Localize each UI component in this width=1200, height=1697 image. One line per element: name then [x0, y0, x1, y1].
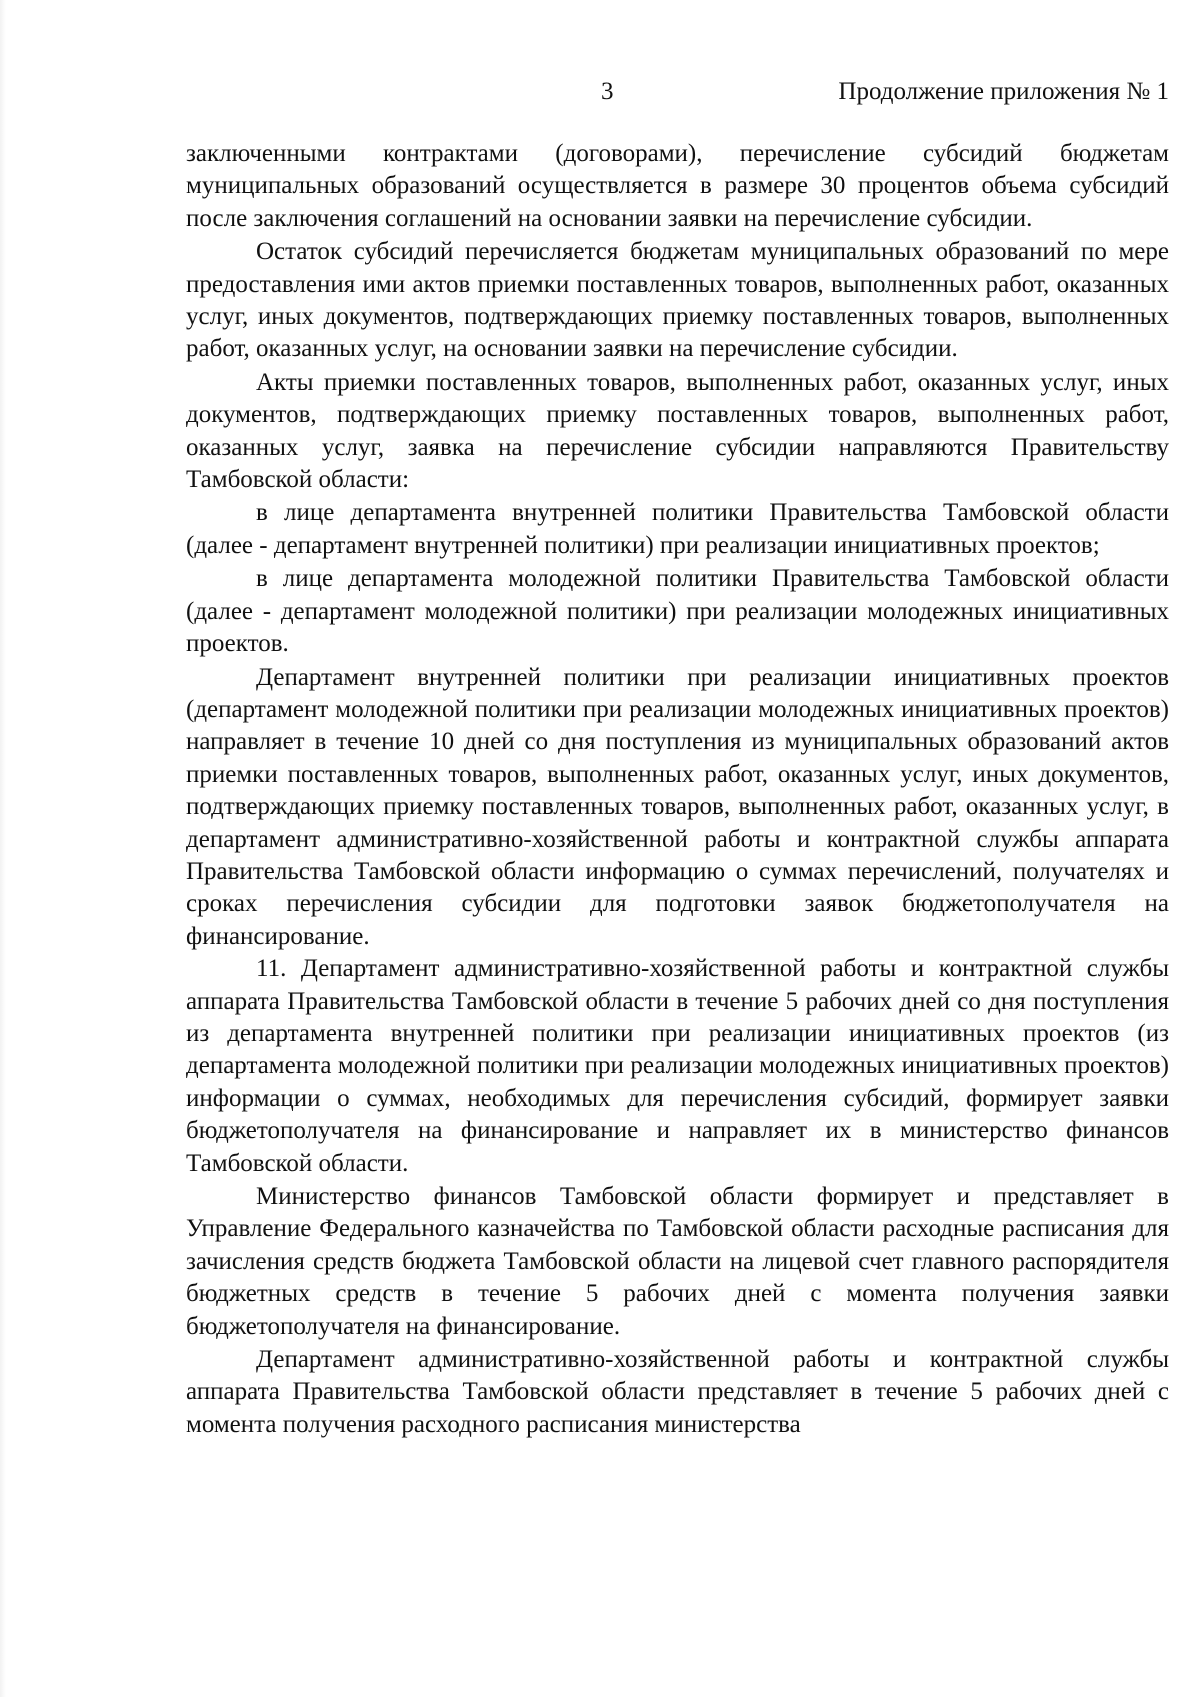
paragraph-contracts-continuation: заключенными контрактами (договорами), перечисление субсидий бюджетам муниципальных образований осуществляется в размере 30 процентов объема субсидий после заключения соглашений на основании заявки на перечисление субсидии. [186, 140, 1169, 232]
scan-edge-shadow [0, 0, 6, 1697]
paragraph-acceptance-acts: Акты приемки поставленных товаров, выполненных работ, оказанных услуг, иных документов, подтверждающих приемку поставленных товаров, выполненных работ, оказанных услуг, заявка на перечисление субсидии направляются Правительству Тамбовской области: [186, 368, 1169, 494]
page-number: 3 [601, 78, 614, 105]
paragraph-subsidy-remainder: Остаток субсидий перечисляется бюджетам муниципальных образований по мере предоставления ими актов приемки поставленных товаров, выполненных работ, оказанных услуг, иных документов, подтверждающих приемку поставленных товаров, выполненных работ, оказанных услуг, на основании заявки на перечисление субсидии. [186, 238, 1169, 363]
page-header [186, 74, 1169, 110]
paragraph-clause-11: 11. Департамент административно-хозяйственной работы и контрактной службы аппарата Правительства Тамбовской области в течение 5 рабочих дней со дня поступления из департамента внутренней политики при реализации инициативных проектов (из департамента молодежной политики при реализации молодежных инициативных проектов) информации о суммах, необходимых для перечисления субсидий, формирует заявки бюджетополучателя на финансирование и направляет их в министерство финансов Тамбовской области. [186, 955, 1169, 1177]
paragraph-internal-policy-department: в лице департамента внутренней политики Правительства Тамбовской области (далее - департамент внутренней политики) при реализации инициативных проектов; [186, 499, 1169, 559]
document-body [186, 138, 1169, 1441]
paragraph-department-sends-info: Департамент внутренней политики при реализации инициативных проектов (департамент молодежной политики при реализации молодежных инициативных проектов) направляет в течение 10 дней со дня поступления из муниципальных образований актов приемки поставленных товаров, выполненных работ, оказанных услуг, иных документов, подтверждающих приемку поставленных товаров, выполненных работ, оказанных услуг, в департамент административно-хозяйственной работы и контрактной службы аппарата Правительства Тамбовской области информацию о суммах перечислений, получателях и сроках перечисления субсидии для подготовки заявок бюджетополучателя на финансирование. [186, 663, 1169, 950]
paragraph-admin-department-submits: Департамент административно-хозяйственной работы и контрактной службы аппарата Правительства Тамбовской области представляет в течение 5 рабочих дней с момента получения расходного расписания министерства [186, 1346, 1169, 1438]
paragraph-ministry-of-finance: Министерство финансов Тамбовской области формирует и представляет в Управление Федерального казначейства по Тамбовской области расходные расписания для зачисления средств бюджета Тамбовской области на лицевой счет главного распорядителя бюджетных средств в течение 5 рабочих дней с момента получения заявки бюджетополучателя на финансирование. [186, 1183, 1169, 1340]
appendix-continuation-label: Продолжение приложения № 1 [838, 78, 1169, 105]
paragraph-youth-policy-department: в лице департамента молодежной политики Правительства Тамбовской области (далее - департамент молодежной политики) при реализации молодежных инициативных проектов. [186, 565, 1169, 658]
